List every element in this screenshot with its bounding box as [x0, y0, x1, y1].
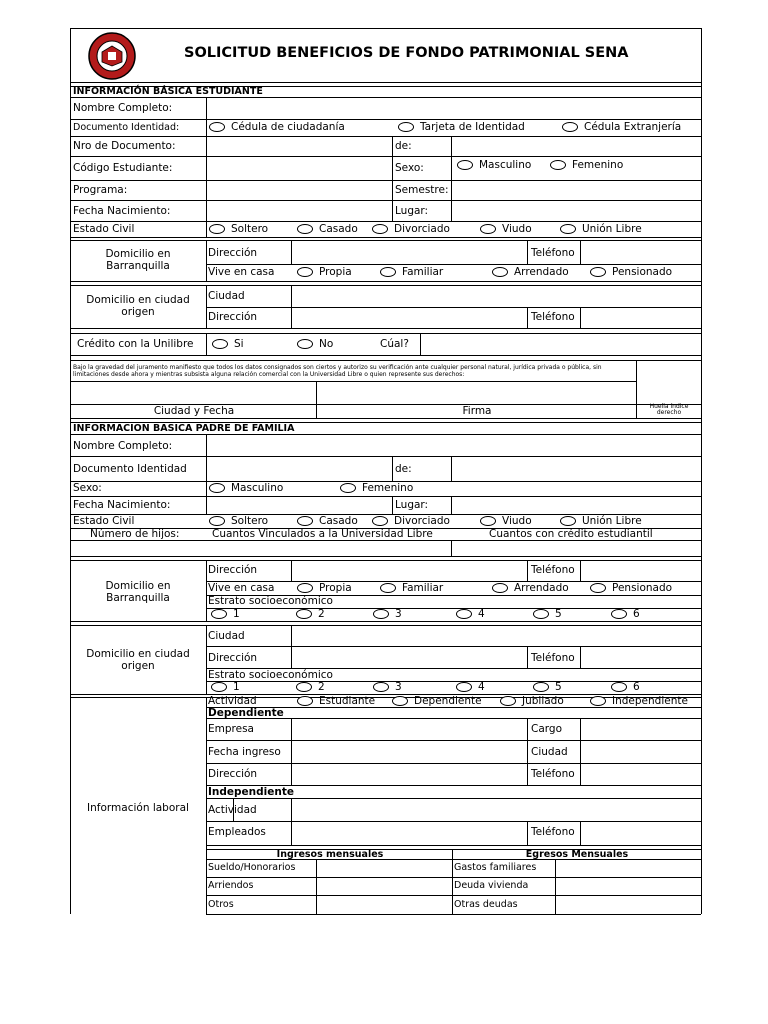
oath-fingerprint-label: Huella índice derecho: [649, 403, 689, 416]
parent-birth-date-label: Fecha Nacimiento:: [73, 499, 171, 511]
tarjeta-identidad-radio[interactable]: [398, 122, 414, 132]
parent-bq-address-input[interactable]: [292, 561, 527, 581]
grid-line: [701, 28, 702, 914]
parent-bq-stratum-3-label: 4: [478, 608, 485, 620]
income-item-1: Arriendos: [208, 880, 254, 891]
student-civil-3-radio[interactable]: [480, 224, 496, 234]
grid-line: [70, 355, 701, 356]
parent-bq-address-label: Dirección: [208, 564, 258, 576]
student-civil-2-label: Divorciado: [394, 223, 450, 235]
student-bq-phone-input[interactable]: [581, 241, 701, 264]
parent-house-0-radio[interactable]: [297, 583, 313, 593]
grid-line: [70, 418, 701, 419]
grid-line: [206, 895, 701, 896]
parent-birth-place-input[interactable]: [452, 497, 701, 514]
student-civil-4-radio[interactable]: [560, 224, 576, 234]
student-house-0-label: Propia: [319, 266, 352, 278]
grid-line: [70, 281, 701, 282]
parent-home-bq-label: Domicilio en Barranquilla: [105, 580, 171, 604]
parent-doc-place-input[interactable]: [452, 457, 701, 481]
parent-origin-city-label: Ciudad: [208, 630, 245, 642]
parent-origin-stratum-5-radio[interactable]: [611, 682, 627, 692]
parent-origin-stratum-5-label: 6: [633, 681, 640, 693]
parent-origin-stratum-0-radio[interactable]: [211, 682, 227, 692]
parent-house-0-label: Propia: [319, 582, 352, 594]
parent-home-origin-label: Domicilio en ciudad origen: [86, 648, 190, 672]
student-birth-date-input[interactable]: [207, 201, 392, 221]
student-home-origin-label: Domicilio en ciudad origen: [86, 294, 190, 318]
grid-line: [206, 333, 207, 355]
grid-line: [70, 697, 701, 698]
grid-line: [206, 240, 207, 281]
parent-id-doc-label: Documento Identidad: [73, 463, 187, 475]
income-heading: Ingresos mensuales: [276, 849, 384, 860]
grid-line: [316, 381, 317, 418]
parent-stratum-label: Estrato socioeconómico: [208, 595, 333, 607]
student-civil-1-label: Casado: [319, 223, 358, 235]
grid-line: [527, 718, 528, 785]
parent-sex-label: Sexo:: [73, 482, 102, 494]
student-civil-4-label: Unión Libre: [582, 223, 642, 235]
student-house-3-radio[interactable]: [590, 267, 606, 277]
credit-yes-label: Si: [234, 338, 244, 350]
credit-which-input[interactable]: [421, 334, 701, 355]
student-doc-place-label: de:: [395, 140, 412, 152]
company-input[interactable]: [292, 719, 527, 740]
company-label: Empresa: [208, 723, 254, 735]
student-bq-phone-label: Teléfono: [531, 247, 575, 259]
expense-item-1: Deuda vivienda: [454, 880, 529, 891]
student-bq-address-label: Dirección: [208, 247, 258, 259]
grid-line: [527, 560, 528, 581]
grid-line: [70, 540, 701, 541]
grid-line: [70, 556, 701, 557]
student-house-2-label: Arrendado: [514, 266, 569, 278]
grid-line: [206, 681, 701, 682]
parent-bq-phone-label: Teléfono: [531, 564, 575, 576]
cedula-extranjeria-label: Cédula Extranjería: [584, 121, 682, 133]
student-code-input[interactable]: [207, 157, 392, 180]
grid-line: [392, 456, 393, 481]
parent-bq-stratum-5-label: 6: [633, 608, 640, 620]
expense-item-2: Otras deudas: [454, 899, 518, 910]
activity-label: Actividad: [208, 695, 257, 707]
grid-line: [527, 821, 528, 845]
student-male-label: Masculino: [479, 159, 532, 171]
work-city-label: Ciudad: [531, 746, 568, 758]
grid-line: [451, 540, 452, 556]
cedula-ciudadania-radio[interactable]: [209, 122, 225, 132]
grid-line: [206, 264, 701, 265]
activity-0-label: Estudiante: [319, 695, 376, 707]
income-item-0: Sueldo/Honorarios: [208, 862, 296, 873]
oath-city-date-label: Ciudad y Fecha: [153, 405, 235, 417]
student-house-1-radio[interactable]: [380, 267, 396, 277]
student-code-label: Código Estudiante:: [73, 162, 173, 174]
credit-no-radio[interactable]: [297, 339, 313, 349]
student-semester-label: Semestre:: [395, 184, 449, 196]
grid-line: [206, 285, 207, 328]
parent-civil-4-radio[interactable]: [560, 516, 576, 526]
student-birth-place-input[interactable]: [452, 201, 701, 221]
student-full-name-label: Nombre Completo:: [73, 102, 173, 114]
independent-phone-label: Teléfono: [531, 826, 575, 838]
parent-house-1-label: Familiar: [402, 582, 444, 594]
parent-male-radio[interactable]: [209, 483, 225, 493]
parent-bq-stratum-4-label: 5: [555, 608, 562, 620]
student-house-2-radio[interactable]: [492, 267, 508, 277]
student-origin-city-input[interactable]: [292, 286, 701, 307]
student-full-name-input[interactable]: [207, 98, 701, 119]
grid-line: [206, 625, 207, 694]
parent-civil-4-label: Unión Libre: [582, 515, 642, 527]
independent-activity-label: Actividad: [208, 804, 257, 816]
student-origin-phone-label: Teléfono: [531, 311, 575, 323]
student-section-heading: INFORMACIÓN BÁSICA ESTUDIANTE: [73, 86, 263, 97]
parent-bq-stratum-0-label: 1: [233, 608, 240, 620]
parent-house-2-label: Arrendado: [514, 582, 569, 594]
activity-2-label: Jubilado: [522, 695, 564, 707]
activity-1-radio[interactable]: [392, 696, 408, 706]
student-sex-label: Sexo:: [395, 162, 424, 174]
activity-3-radio[interactable]: [590, 696, 606, 706]
parent-civil-2-label: Divorciado: [394, 515, 450, 527]
student-origin-address-input[interactable]: [292, 308, 527, 328]
parent-civil-2-radio[interactable]: [372, 516, 388, 526]
independent-heading: Independiente: [208, 786, 294, 798]
start-date-label: Fecha ingreso: [208, 746, 281, 758]
cedula-extranjeria-radio[interactable]: [562, 122, 578, 132]
parent-origin-city-input[interactable]: [292, 626, 701, 646]
income-value-2[interactable]: [317, 897, 452, 914]
parent-house-1-radio[interactable]: [380, 583, 396, 593]
student-lives-in-label: Vive en casa: [208, 266, 275, 278]
credit-yes-radio[interactable]: [212, 339, 228, 349]
student-doc-number-label: Nro de Documento:: [73, 140, 176, 152]
expense-value-0[interactable]: [556, 860, 701, 877]
employees-label: Empleados: [208, 826, 266, 838]
parent-lives-in-label: Vive en casa: [208, 582, 275, 594]
credit-no-label: No: [319, 338, 334, 350]
grid-line: [70, 360, 701, 361]
grid-line: [70, 381, 636, 382]
parent-civil-3-radio[interactable]: [480, 516, 496, 526]
grid-line: [452, 849, 453, 914]
start-date-input[interactable]: [292, 741, 527, 763]
grid-line: [206, 845, 701, 846]
student-female-radio[interactable]: [550, 160, 566, 170]
grid-line: [392, 496, 393, 514]
student-origin-address-label: Dirección: [208, 311, 258, 323]
university-logo-icon: [80, 32, 144, 80]
parent-bq-stratum-1-radio[interactable]: [296, 609, 312, 619]
work-address-label: Dirección: [208, 768, 258, 780]
expenses-heading: Egresos Mensuales: [525, 849, 629, 860]
parent-origin-address-input[interactable]: [292, 647, 527, 668]
student-origin-phone-input[interactable]: [581, 308, 701, 328]
parent-house-3-label: Pensionado: [612, 582, 673, 594]
parent-origin-stratum-0-label: 1: [233, 681, 240, 693]
student-civil-3-label: Viudo: [502, 223, 532, 235]
parent-bq-stratum-2-radio[interactable]: [373, 609, 389, 619]
parent-section-heading: INFORMACION BASICA PADRE DE FAMILIA: [73, 423, 295, 434]
parent-bq-stratum-4-radio[interactable]: [533, 609, 549, 619]
form-title: SOLICITUD BENEFICIOS DE FONDO PATRIMONIAL SENA: [184, 45, 629, 61]
grid-line: [527, 646, 528, 668]
parent-origin-stratum-2-radio[interactable]: [373, 682, 389, 692]
parent-full-name-input[interactable]: [207, 435, 701, 456]
parent-origin-address-label: Dirección: [208, 652, 258, 664]
grid-line: [636, 360, 637, 418]
position-label: Cargo: [531, 723, 562, 735]
expense-value-2[interactable]: [556, 897, 701, 914]
student-home-bq-label: Domicilio en Barranquilla: [105, 248, 171, 272]
student-house-1-label: Familiar: [402, 266, 444, 278]
work-phone-input[interactable]: [581, 764, 701, 785]
position-input[interactable]: [581, 719, 701, 740]
student-credit-label: Crédito con la Unilibre: [77, 338, 194, 350]
grid-line: [70, 328, 701, 329]
student-civil-2-radio[interactable]: [372, 224, 388, 234]
grid-line: [70, 28, 71, 914]
parent-bq-phone-input[interactable]: [581, 561, 701, 581]
student-house-3-label: Pensionado: [612, 266, 673, 278]
expense-value-1[interactable]: [556, 878, 701, 895]
work-phone-label: Teléfono: [531, 768, 575, 780]
work-address-input[interactable]: [292, 764, 527, 785]
parent-bq-stratum-3-radio[interactable]: [456, 609, 472, 619]
activity-0-radio[interactable]: [297, 696, 313, 706]
student-program-label: Programa:: [73, 184, 128, 196]
parent-origin-stratum-4-label: 5: [555, 681, 562, 693]
parent-doc-place-label: de:: [395, 463, 412, 475]
grid-line: [527, 307, 528, 328]
parent-house-3-radio[interactable]: [590, 583, 606, 593]
parent-bq-stratum-2-label: 3: [395, 608, 402, 620]
income-value-1[interactable]: [317, 878, 452, 895]
parent-origin-stratum-3-label: 4: [478, 681, 485, 693]
student-civil-0-radio[interactable]: [209, 224, 225, 234]
parent-origin-stratum-2-label: 3: [395, 681, 402, 693]
parent-origin-stratum-1-label: 2: [318, 681, 325, 693]
student-semester-input[interactable]: [452, 181, 701, 200]
parent-origin-phone-input[interactable]: [581, 647, 701, 668]
dependent-heading: Dependiente: [208, 707, 284, 719]
grid-line: [70, 221, 701, 222]
parent-female-radio[interactable]: [340, 483, 356, 493]
parent-male-label: Masculino: [231, 482, 284, 494]
oath-text: Bajo la gravedad del juramento manifiesto que todos los datos consignados son ciertos y autorizo su verificación ante cualquier personal natural, jurídica privada o pública, sin limitaciones desde ahora y mientras subsista alguna relación comercial con la Universidad Libre o quien represente sus derechos:: [73, 364, 602, 378]
grid-line: [206, 914, 701, 915]
parent-children-label: Número de hijos:: [90, 528, 180, 540]
student-origin-city-label: Ciudad: [208, 290, 245, 302]
student-female-label: Femenino: [572, 159, 624, 171]
grid-line: [527, 240, 528, 264]
parent-linked-label: Cuantos Vinculados a la Universidad Libre: [212, 528, 433, 540]
parent-civil-status-label: Estado Civil: [73, 515, 135, 527]
parent-birth-date-input[interactable]: [207, 497, 392, 514]
parent-bq-stratum-1-label: 2: [318, 608, 325, 620]
student-program-input[interactable]: [207, 181, 392, 200]
activity-3-label: Independiente: [612, 695, 688, 707]
student-house-0-radio[interactable]: [297, 267, 313, 277]
grid-line: [206, 697, 207, 914]
parent-origin-stratum-3-radio[interactable]: [456, 682, 472, 692]
independent-activity-input[interactable]: [292, 799, 701, 821]
income-item-2: Otros: [208, 899, 234, 910]
expense-item-0: Gastos familiares: [454, 862, 537, 873]
parent-civil-1-label: Casado: [319, 515, 358, 527]
grid-line: [70, 621, 701, 622]
parent-credit-count-label: Cuantos con crédito estudiantil: [489, 528, 653, 540]
credit-which-label: Cúal?: [380, 338, 409, 350]
student-doc-number-input[interactable]: [207, 137, 392, 156]
parent-civil-1-radio[interactable]: [297, 516, 313, 526]
parent-civil-3-label: Viudo: [502, 515, 532, 527]
grid-line: [70, 28, 701, 29]
work-info-label: Información laboral: [87, 802, 189, 814]
parent-house-2-radio[interactable]: [492, 583, 508, 593]
income-value-0[interactable]: [317, 860, 452, 877]
grid-line: [206, 608, 701, 609]
student-id-doc-label: Documento Identidad:: [73, 122, 180, 133]
student-bq-address-input[interactable]: [292, 241, 527, 264]
student-civil-status-label: Estado Civil: [73, 223, 135, 235]
grid-line: [206, 560, 207, 621]
student-civil-0-label: Soltero: [231, 223, 269, 235]
employees-input[interactable]: [292, 822, 527, 845]
grid-line: [70, 237, 701, 238]
parent-female-label: Femenino: [362, 482, 414, 494]
grid-line: [392, 136, 393, 221]
parent-origin-stratum-4-radio[interactable]: [533, 682, 549, 692]
oath-signature-label: Firma: [462, 405, 492, 417]
tarjeta-identidad-label: Tarjeta de Identidad: [420, 121, 525, 133]
student-birth-place-label: Lugar:: [395, 205, 429, 217]
parent-bq-stratum-0-radio[interactable]: [211, 609, 227, 619]
grid-line: [70, 694, 701, 695]
activity-2-radio[interactable]: [500, 696, 516, 706]
independent-phone-input[interactable]: [581, 822, 701, 845]
parent-civil-0-radio[interactable]: [209, 516, 225, 526]
grid-line: [70, 82, 701, 83]
grid-line: [206, 481, 207, 496]
parent-origin-stratum-label: Estrato socioeconómico: [208, 669, 333, 681]
student-civil-1-radio[interactable]: [297, 224, 313, 234]
parent-origin-stratum-1-radio[interactable]: [296, 682, 312, 692]
parent-birth-place-label: Lugar:: [395, 499, 429, 511]
grid-line: [70, 119, 701, 120]
cedula-ciudadania-label: Cédula de ciudadanía: [231, 121, 345, 133]
student-male-radio[interactable]: [457, 160, 473, 170]
parent-full-name-label: Nombre Completo:: [73, 440, 173, 452]
student-birth-date-label: Fecha Nacimiento:: [73, 205, 171, 217]
work-city-input[interactable]: [581, 741, 701, 763]
parent-bq-stratum-5-radio[interactable]: [611, 609, 627, 619]
parent-civil-0-label: Soltero: [231, 515, 269, 527]
parent-id-doc-input[interactable]: [207, 457, 392, 481]
activity-1-label: Dependiente: [414, 695, 482, 707]
parent-origin-phone-label: Teléfono: [531, 652, 575, 664]
